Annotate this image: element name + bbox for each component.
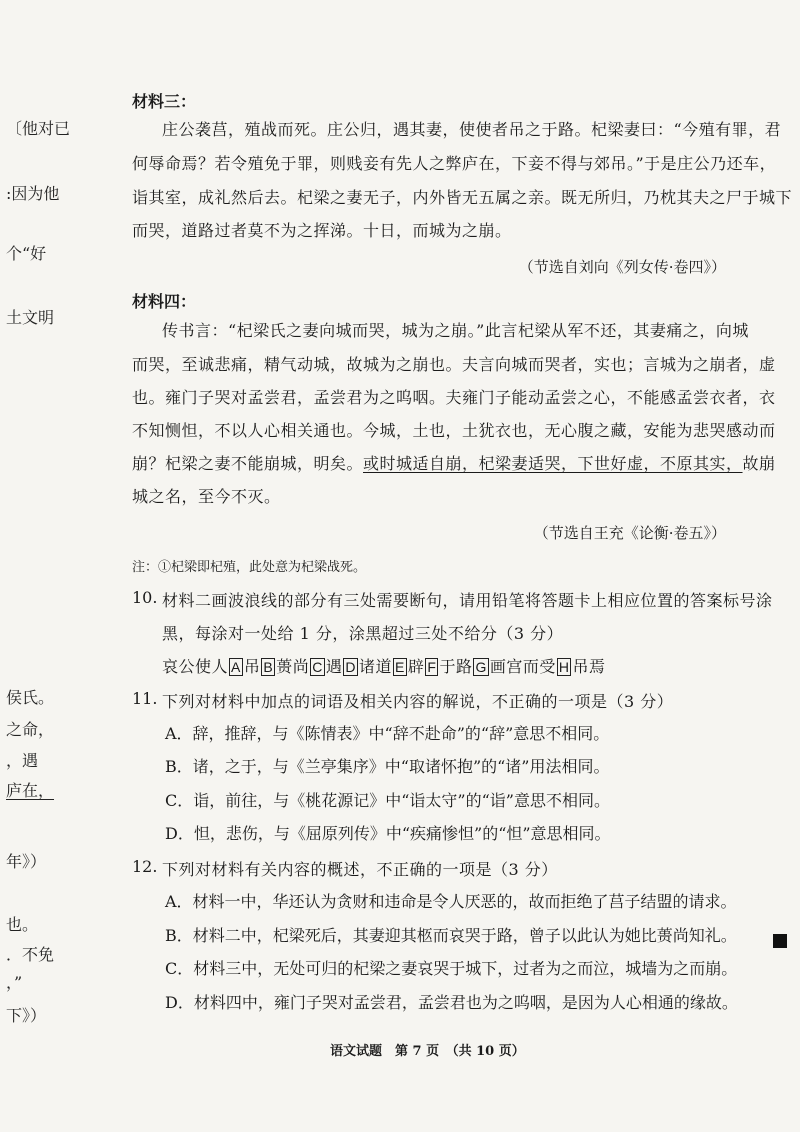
q11-option-b[interactable]: B．诸，之于，与《兰亭集序》中“取诸怀抱”的“诸”用法相同。 <box>165 757 610 776</box>
q10-segment: 诸道 <box>359 657 393 676</box>
material4-line: 传书言：“杞梁氏之妻向城而哭，城为之崩。”此言杞梁从军不还，其妻痛之，向城 <box>162 321 749 340</box>
scan-marker <box>773 934 787 948</box>
q10-choice-box[interactable]: C <box>312 659 323 675</box>
margin-text: 庐在， <box>6 781 55 800</box>
q10-segment: 吊焉 <box>572 657 606 676</box>
q10-segment: 哀公使人 <box>162 657 229 676</box>
margin-text: 个“好 <box>6 244 47 263</box>
q12-option-d[interactable]: D．材料四中，雍门子哭对孟尝君，孟尝君也为之呜咽，是因为人心相通的缘故。 <box>165 993 738 1012</box>
q10-number: 10. <box>132 588 158 607</box>
margin-text: ，” <box>6 973 23 992</box>
material3-source: （节选自刘向《列女传·卷四》） <box>518 258 726 276</box>
q10-segment: 吊 <box>243 657 261 676</box>
page-footer: 语文试题 第 7 页 （共 10 页） <box>330 1044 525 1059</box>
q10-choice-box[interactable]: F <box>427 659 437 675</box>
q10-stem: 材料二画波浪线的部分有三处需要断句，请用铅笔将答题卡上相应位置的答案标号涂 <box>162 591 773 610</box>
material3-line: 庄公袭莒，殖战而死。庄公归，遇其妻，使使者吊之于路。杞梁妻曰：“今殖有罪，君 <box>162 120 782 139</box>
q11-option-c[interactable]: C．诣，前往，与《桃花源记》中“诣太守”的“诣”意思不相同。 <box>165 791 610 810</box>
q11-option-d[interactable]: D．怛，悲伤，与《屈原列传》中“疾痛惨怛”的“怛”意思相同。 <box>165 824 611 843</box>
material3-heading: 材料三： <box>132 92 197 111</box>
margin-text: 〔他对已 <box>6 119 71 138</box>
q11-option-a[interactable]: A．辞，推辞，与《陈情表》中“辞不赴命”的“辞”意思不相同。 <box>165 724 610 743</box>
margin-text: 侯氏。 <box>6 688 55 707</box>
q10-choice-box[interactable]: B <box>263 659 274 675</box>
material4-underlined-sentence: 或时城适自崩，杞梁妻适哭，下世好虚，不原其实， <box>363 454 743 473</box>
material4-heading: 材料四： <box>132 292 197 311</box>
footnote: 注：①杞梁即杞殖，此处意为杞梁战死。 <box>132 560 367 575</box>
material4-line: 而哭，至诚悲痛，精气动城，故城为之崩也。夫言向城而哭者，实也；言城为之崩者，虚 <box>132 355 776 374</box>
margin-text: 也。 <box>6 915 39 934</box>
q10-segment: 于路 <box>439 657 473 676</box>
q12-number: 12. <box>132 857 158 876</box>
margin-text: ．不免 <box>6 945 55 964</box>
material3-line: 诣其室，成礼然后去。杞梁之妻无子，内外皆无五属之亲。既无所归，乃枕其夫之尸于城下 <box>132 188 793 207</box>
q10-choice-box[interactable]: G <box>475 659 487 675</box>
material4-line-end: 故崩 <box>742 454 776 473</box>
material4-line-plain: 崩？杞梁之妻不能崩城，明矣。 <box>132 454 364 473</box>
margin-text: 之命， <box>6 720 55 739</box>
margin-text: 土文明 <box>6 308 55 327</box>
q10-segment: 蒉尚 <box>276 657 310 676</box>
q11-number: 11. <box>132 689 158 708</box>
q11-stem: 下列对材料中加点的词语及相关内容的解说，不正确的一项是（3 分） <box>162 692 674 711</box>
margin-text: :因为他 <box>6 184 60 203</box>
material3-line: 而哭，道路过者莫不为之挥涕。十日，而城为之崩。 <box>132 221 512 240</box>
material4-source: （节选自王充《论衡·卷五》） <box>533 524 726 542</box>
q10-choice-box[interactable]: E <box>395 659 405 675</box>
q10-segment: 画宫而受 <box>489 657 556 676</box>
q10-segment: 辟 <box>407 657 425 676</box>
q10-stem: 黑，每涂对一处给 1 分，涂黑超过三处不给分（3 分） <box>162 624 564 643</box>
q12-stem: 下列对材料有关内容的概述，不正确的一项是（3 分） <box>162 860 558 879</box>
q10-sentence <box>162 654 606 677</box>
q12-option-c[interactable]: C．材料三中，无处可归的杞梁之妻哀哭于城下，过者为之而泣，城墙为之而崩。 <box>165 959 738 978</box>
q12-option-b[interactable]: B．材料二中，杞梁死后，其妻迎其柩而哀哭于路，曾子以此认为她比蒉尚知礼。 <box>165 926 737 945</box>
material4-line: 城之名，至今不灭。 <box>132 487 281 506</box>
material3-line: 何辱命焉？若令殖免于罪，则贱妾有先人之弊庐在，下妾不得与郊吊。”于是庄公乃还车， <box>132 154 777 173</box>
q10-choice-box[interactable]: H <box>558 659 570 675</box>
margin-text: 下》） <box>6 1006 47 1025</box>
q10-choice-box[interactable]: A <box>231 659 241 675</box>
material4-line: 不知恻怛，不以人心相关通也。今城，土也，土犹衣也，无心腹之藏，安能为悲哭感动而 <box>132 421 776 440</box>
material4-line: 也。雍门子哭对孟尝君，孟尝君为之呜咽。夫雍门子能动孟尝之心，不能感孟尝衣者，衣 <box>132 388 776 407</box>
q10-segment: 遇 <box>325 657 343 676</box>
q10-choice-box[interactable]: D <box>345 659 356 675</box>
q12-option-a[interactable]: A．材料一中，华还认为贪财和违命是令人厌恶的，故而拒绝了莒子结盟的请求。 <box>165 892 737 911</box>
margin-text: ，遇 <box>6 751 39 770</box>
material4-line <box>132 451 776 474</box>
margin-text: 年》） <box>6 852 47 871</box>
